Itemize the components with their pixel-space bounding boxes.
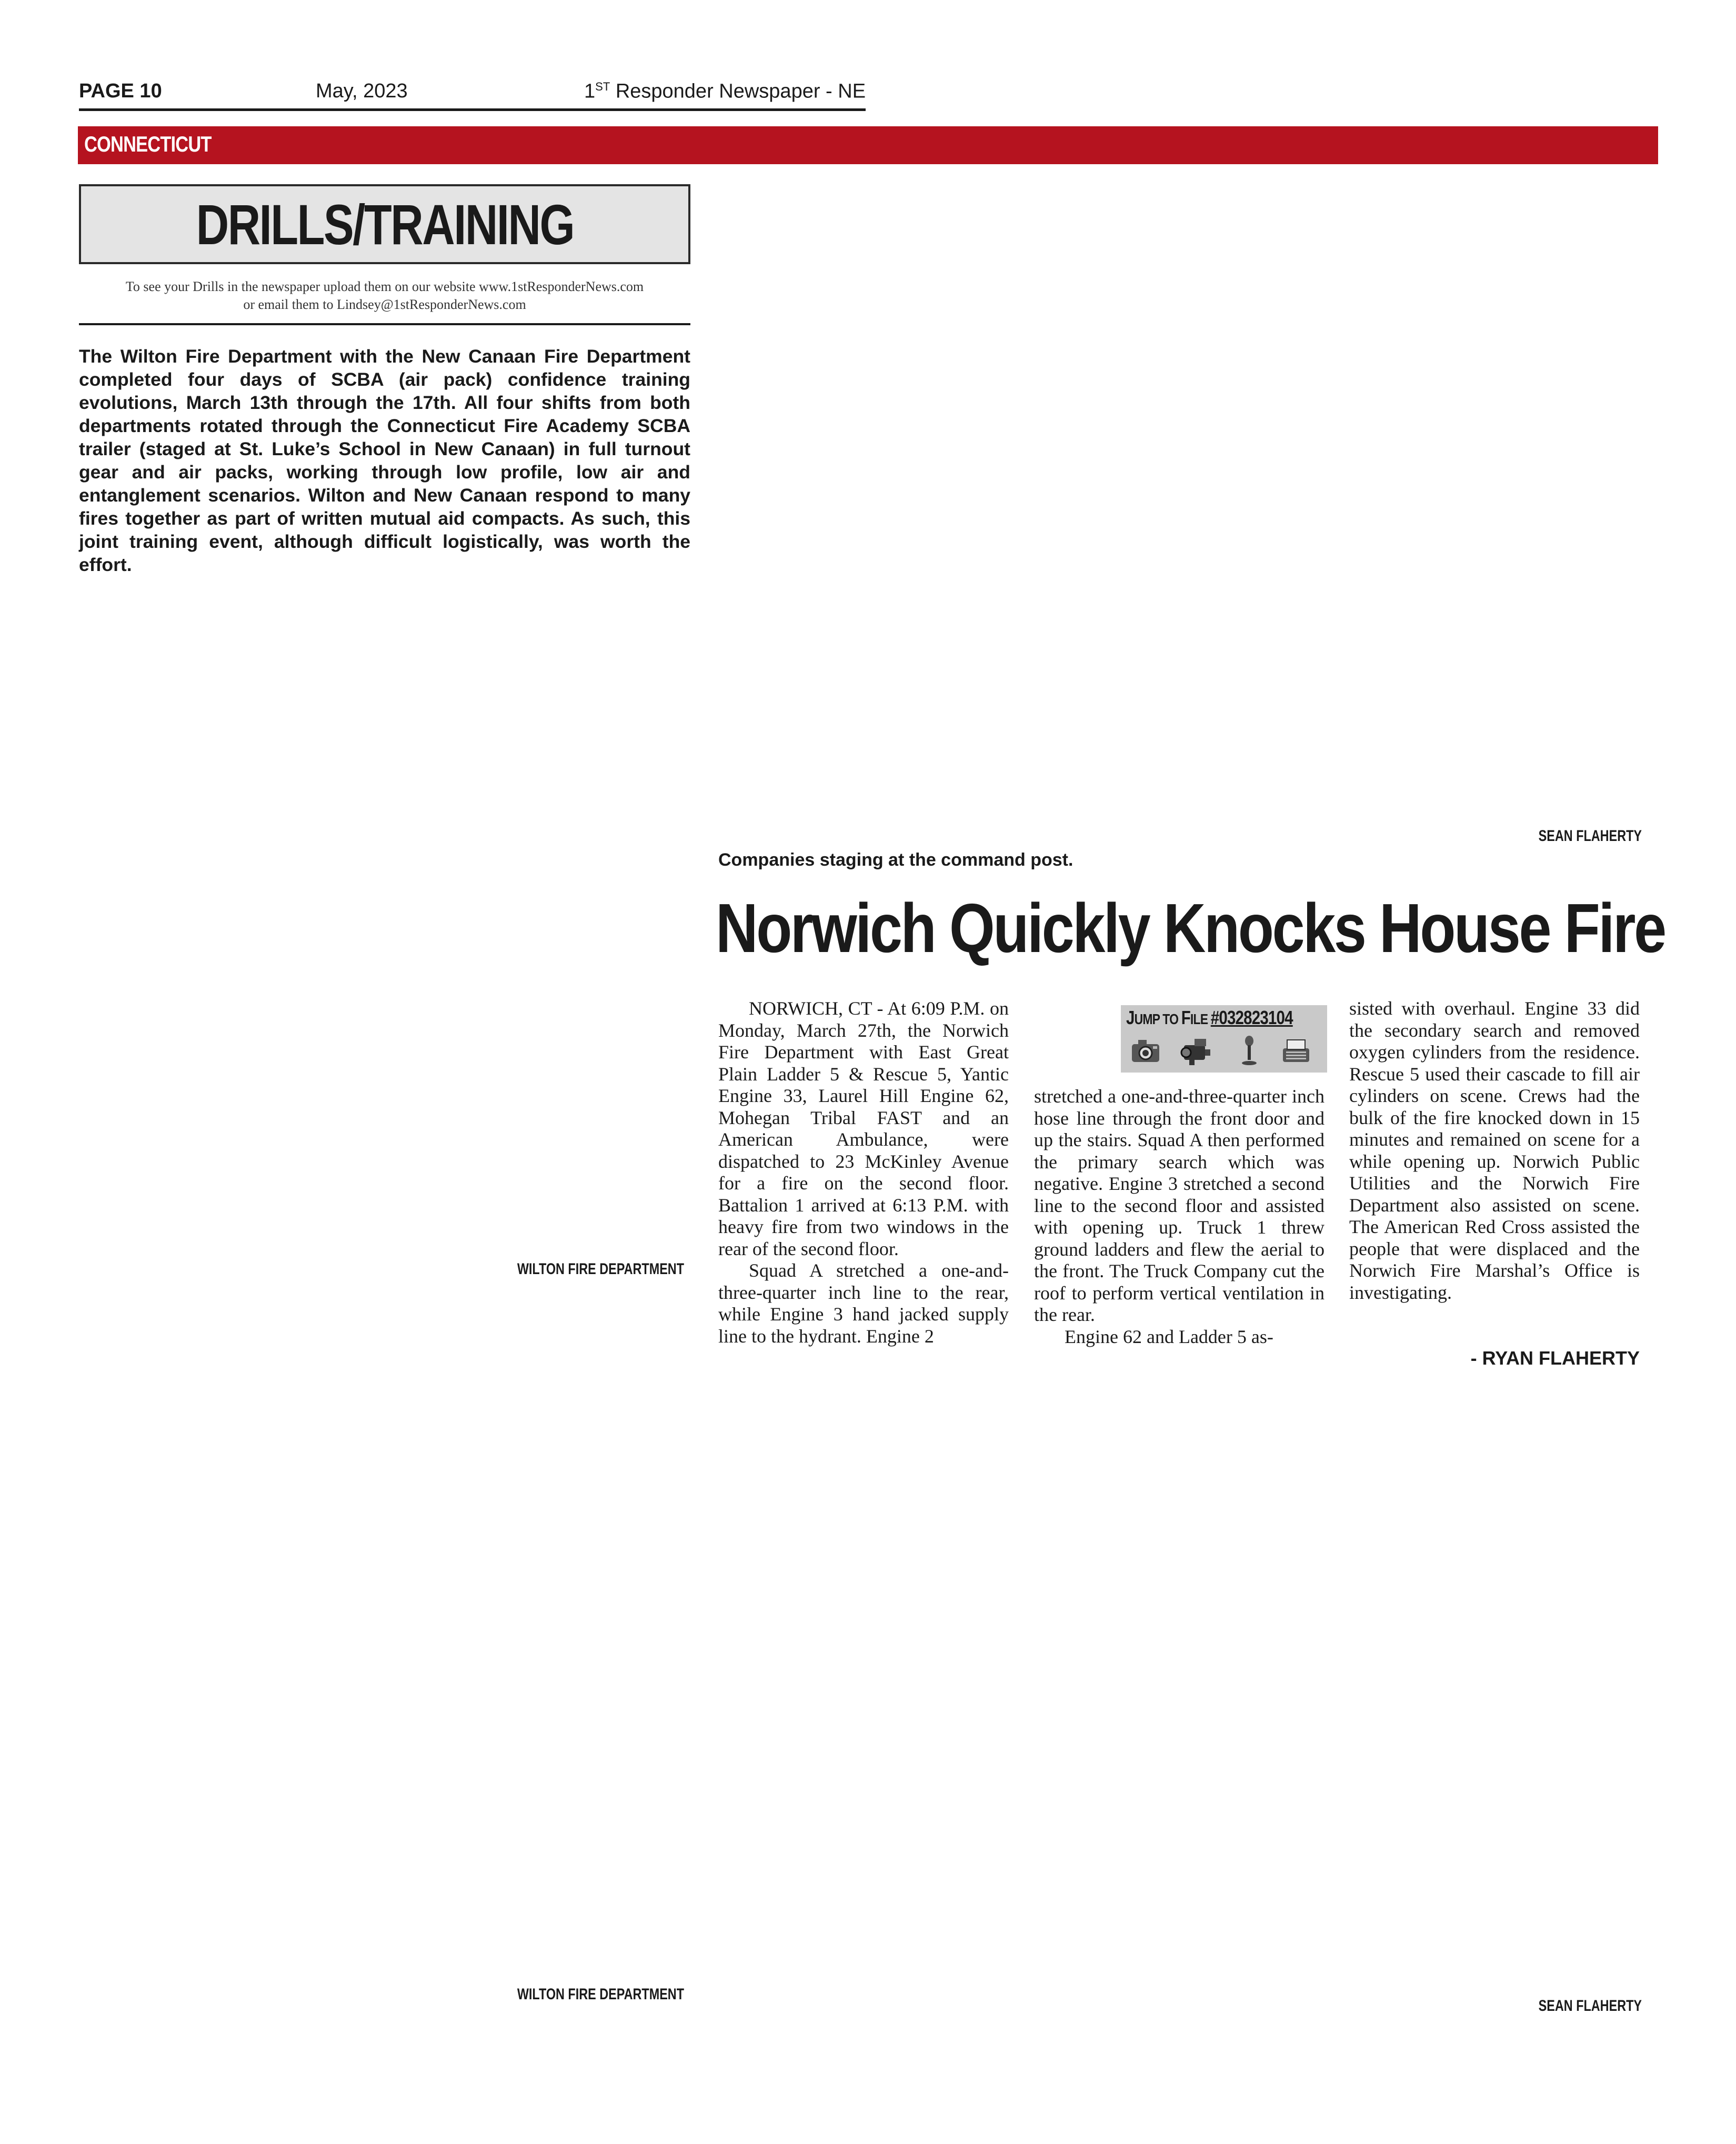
newspaper-name-rest: Responder Newspaper - NE (610, 80, 866, 103)
photo-credit-wilton-1: WILTON FIRE DEPARTMENT (517, 1260, 684, 1278)
section-bar (78, 126, 1658, 164)
article-paragraph: Squad A stretched a one-and-three-quarter inch line to the rear, while Engine 3 hand jacked supply line to the hydrant. Engine 2 (718, 1260, 1009, 1347)
drills-note (79, 278, 690, 314)
article-paragraph: NORWICH, CT - At 6:09 P.M. on Monday, March 27th, the Norwich Fire Department with East Great Plain Ladder 5 & Rescue 5, Yantic Engine 33, Laurel Hill Engine 62, Mohegan Tribal FAST and an American Ambulance, were dispatched to 23 McKinley Avenue for a fire on the second floor. Battalion 1 arrived at 6:13 P.M. with heavy fire from two windows in the rear of the second floor. (718, 998, 1009, 1259)
jump-file-number: #032823104 (1210, 1007, 1293, 1028)
article-paragraph: Engine 62 and Ladder 5 as- (1065, 1326, 1273, 1347)
newspaper-name-sup: ST (595, 80, 610, 93)
newspaper-name-prefix: 1 (584, 80, 596, 103)
article-paragraph: sisted with overhaul. Engine 33 did the secondary search and removed oxygen cylinders from the residence. Rescue 5 used their cascade to fill air cylinders on scene. Crews had the bulk of the fire knocked down in 15 minutes and remained on scene for a while opening up. Norwich Public Utilities and the Norwich Fire Department also assisted on scene. The American Red Cross assisted the people that were displaced and the Norwich Fire Marshal’s Office is investigating. (1349, 998, 1640, 1303)
article-column-2 (1034, 1086, 1324, 1348)
jump-to-file-label[interactable] (1126, 1007, 1293, 1029)
photo-credit-sean-1: SEAN FLAHERTY (1538, 827, 1642, 845)
section-label: CONNECTICUT (84, 132, 212, 156)
newspaper-name (584, 80, 866, 103)
photo-credit-sean-2: SEAN FLAHERTY (1538, 1997, 1642, 2015)
jump-label-f: F (1181, 1007, 1190, 1028)
microphone-icon[interactable] (1231, 1034, 1265, 1067)
wilton-story: The Wilton Fire Department with the New Canaan Fire Department completed four days of SCBA (air pack) confidence training evolutions, March 13th through the 17th. All four shifts from both departments rotated through the Connecticut Fire Academy SCBA trailer (staged at St. Luke’s School in New Canaan) in full turnout gear and air packs, working through low profile, low air and entanglement scenarios. Wilton and New Canaan respond to many fires together as part of written mutual aid compacts. As such, this joint training event, although difficult logistically, was worth the effort. (79, 346, 690, 575)
drills-title: DRILLS/TRAINING (196, 192, 574, 256)
article-column-1 (718, 998, 1009, 1347)
video-camera-icon[interactable] (1179, 1034, 1212, 1067)
photo-caption: Companies staging at the command post. (718, 850, 1073, 870)
photo-credit-wilton-2: WILTON FIRE DEPARTMENT (517, 1986, 684, 2003)
jump-label-ump: UMP TO (1134, 1011, 1181, 1027)
header-rule (79, 108, 866, 111)
issue-date: May, 2023 (316, 80, 408, 102)
headline: Norwich Quickly Knocks House Fire (716, 889, 1665, 967)
article-paragraph: stretched a one-and-three-quarter inch hose line through the front door and up the stairs. Squad A then performed the primary search which was negative. Engine 3 stretched a second line to the second floor and assisted with opening up. Truck 1 threw ground ladders and flew the aerial to the front. The Truck Company cut the roof to perform vertical ventilation in the rear. (1034, 1086, 1324, 1325)
jump-label-ile: ILE (1190, 1011, 1211, 1027)
drills-title-box (79, 184, 690, 264)
page-number: PAGE 10 (79, 80, 162, 102)
drills-rule (79, 323, 690, 325)
typewriter-icon[interactable] (1279, 1034, 1312, 1067)
jump-label-j: J (1126, 1007, 1135, 1028)
drills-note-line-2: or email them to Lindsey@1stResponderNews.com (243, 297, 526, 312)
drills-note-line-1: To see your Drills in the newspaper upload them on our website www.1stResponderNews.com (125, 279, 644, 294)
article-column-3 (1349, 998, 1640, 1304)
camera-icon[interactable] (1129, 1034, 1162, 1067)
byline: - RYAN FLAHERTY (1470, 1347, 1640, 1369)
